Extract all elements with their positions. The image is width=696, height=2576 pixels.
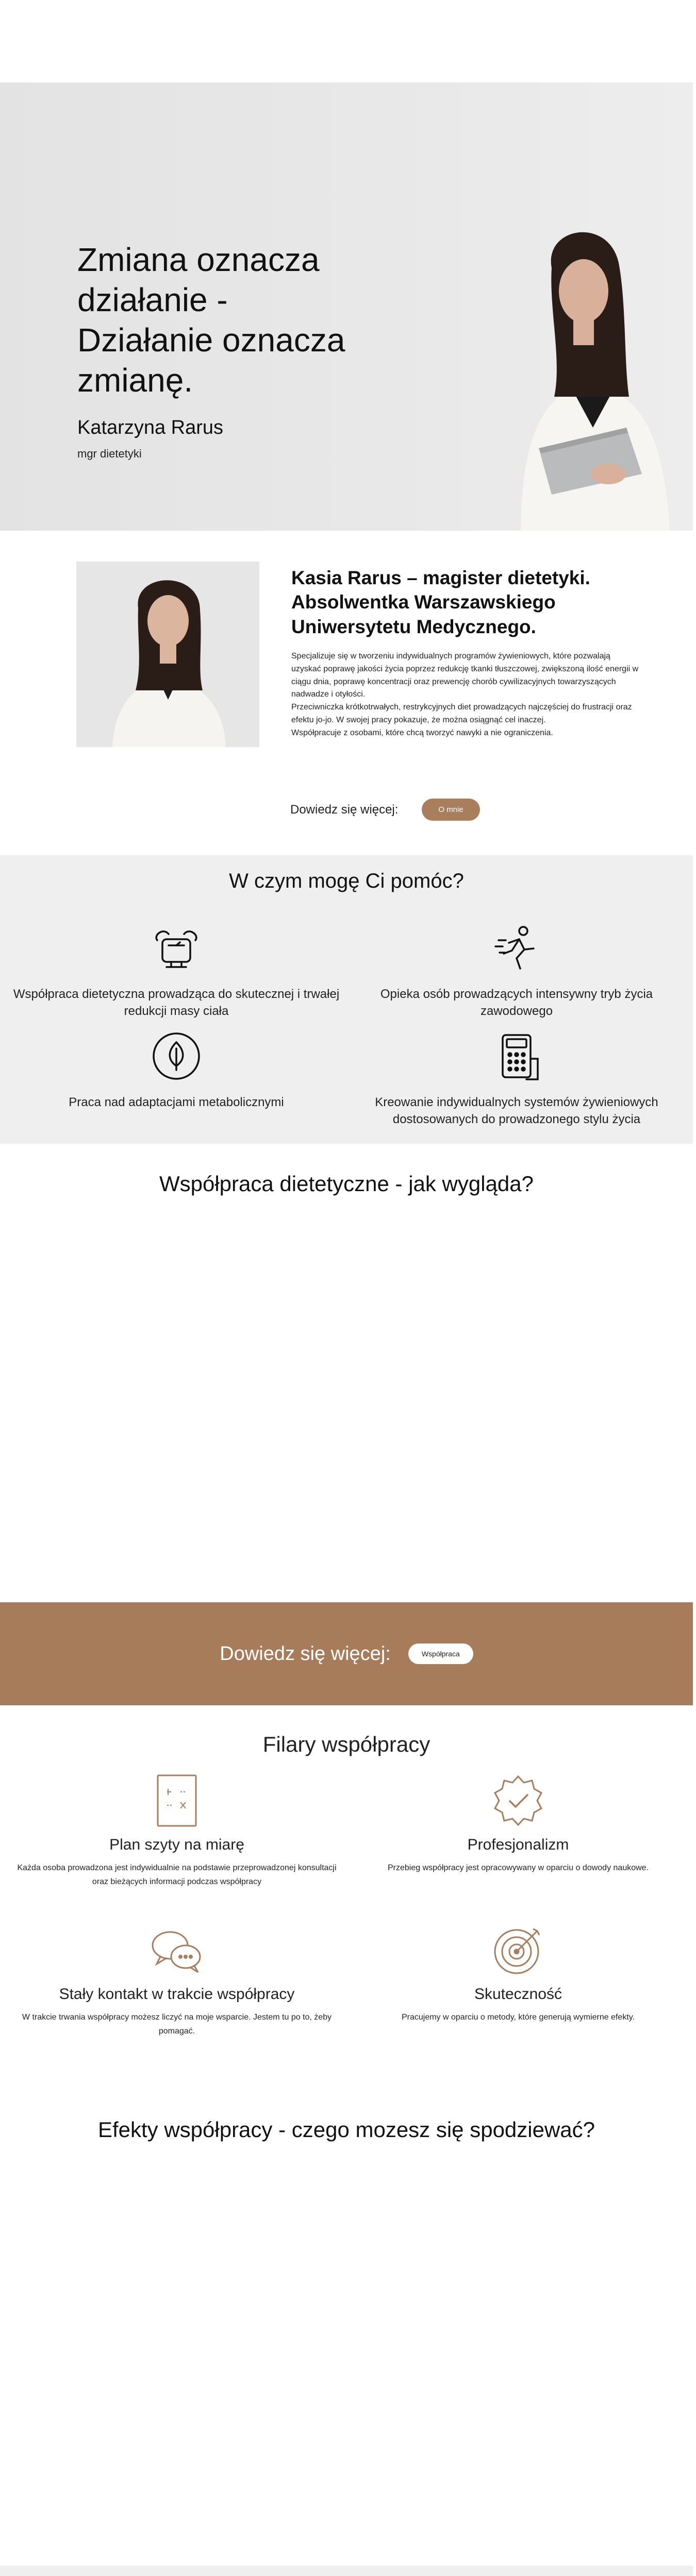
scale-icon xyxy=(148,920,205,976)
help-item xyxy=(352,1028,682,1128)
about-title: Kasia Rarus – magister dietetyki. Absolwentka Warszawskiego Uniwersytetu Medycznego. xyxy=(291,567,590,637)
pillars-title: Filary współpracy xyxy=(262,1732,430,1756)
help-item-label: Współpraca dietetyczna prowadząca do skutecznej i trwałej redukcji masy ciała xyxy=(13,987,340,1019)
help-item xyxy=(352,920,682,1020)
effects-section xyxy=(0,2117,693,2566)
pillar-desc: Każda osoba prowadzona jest indywidualnie na podstawie przeprowadzonej konsultacji oraz bieżących informacji podczas współpracy xyxy=(17,1863,337,1887)
tailored-plan-icon xyxy=(148,1772,205,1829)
pillar-title: Stały kontakt w trakcie współpracy xyxy=(59,1986,295,2003)
target-icon xyxy=(490,1922,546,1978)
hero-portrait-image xyxy=(443,206,693,531)
band-label: Dowiedz się więcej: xyxy=(220,1642,391,1665)
about-section xyxy=(0,531,693,855)
pillar-title: Profesjonalizm xyxy=(467,1836,569,1853)
pillar-item xyxy=(351,1772,686,1875)
help-item-label: Kreowanie indywidualnych systemów żywieniowych dostosowanych do prowadzonego stylu życia xyxy=(375,1095,658,1127)
help-item-label: Opieka osób prowadzących intensywny tryb życia zawodowego xyxy=(380,987,653,1019)
cooperation-button[interactable]: Współpraca xyxy=(408,1643,473,1664)
hero-name: Katarzyna Rarus xyxy=(77,417,224,439)
effects-title: Efekty współpracy - czego mozesz się spodziewać? xyxy=(97,2117,595,2142)
about-portrait-image xyxy=(76,562,259,747)
hero-role: mgr dietetyki xyxy=(77,447,142,461)
hero-section xyxy=(0,82,693,531)
chat-bubbles-icon xyxy=(148,1922,205,1978)
about-paragraph: Przeciwniczka krótkotrwałych, restrykcyjnych diet prowadzących najczęściej do frustracji oraz efektu jo-jo. W swojej pracy pokazuje, że można osiągnąć cel inaczej. xyxy=(291,703,632,725)
cooperation-section xyxy=(0,1144,693,1602)
pillar-item xyxy=(9,1922,344,2038)
help-title: W czym mogę Ci pomóc? xyxy=(229,870,464,892)
help-item xyxy=(11,920,341,1020)
badge-check-icon xyxy=(490,1772,546,1829)
pillar-desc: W trakcie trwania współpracy możesz liczyć na moje wsparcie. Jestem tu po to, żeby pomagać. xyxy=(22,2013,332,2036)
running-icon xyxy=(488,920,545,976)
help-item xyxy=(11,1028,341,1111)
hero-text xyxy=(77,240,366,461)
pillar-desc: Przebieg współpracy jest opracowywany w oparciu o dowody naukowe. xyxy=(387,1863,649,1872)
top-header xyxy=(0,0,696,82)
pillars-section xyxy=(0,1705,693,2117)
pillar-item xyxy=(9,1772,344,1889)
calculator-icon xyxy=(488,1028,545,1084)
about-text xyxy=(291,566,642,740)
about-me-button[interactable]: O mnie xyxy=(422,799,479,821)
about-paragraph: Specjalizuje się w tworzeniu indywidualnych programów żywieniowych, które pozwalają uzyskać poprawę jakości życia poprzez redukcję tkanki tłuszczowej, zwiększoną ilość energii w ciągu dnia, poprawę koncentracji oraz prewencję chorób cywilizacyjnych towarzyszących nadwadze i otyłości. xyxy=(291,652,639,699)
pillar-desc: Pracujemy w oparciu o metody, które generują wymierne efekty. xyxy=(401,2013,635,2022)
pillar-item xyxy=(351,1922,686,2024)
cooperation-cta-band xyxy=(0,1602,693,1705)
pillar-title: Skuteczność xyxy=(474,1986,562,2003)
leaf-icon xyxy=(148,1028,205,1084)
cooperation-title: Współpraca dietetyczne - jak wygląda? xyxy=(159,1172,534,1196)
metamorphoses-section xyxy=(0,2566,693,2576)
about-paragraph: Współpracuje z osobami, które chcą tworzyć nawyki a nie ograniczenia. xyxy=(291,728,553,737)
help-section xyxy=(0,855,693,1144)
about-more-label: Dowiedz się więcej: xyxy=(290,802,399,817)
hero-title: Zmiana oznacza działanie - Działanie oznacza zmianę. xyxy=(77,241,345,399)
help-item-label: Praca nad adaptacjami metabolicznymi xyxy=(69,1095,284,1109)
pillar-title: Plan szyty na miarę xyxy=(109,1836,244,1853)
about-body xyxy=(291,650,642,740)
about-more-row xyxy=(290,799,480,821)
